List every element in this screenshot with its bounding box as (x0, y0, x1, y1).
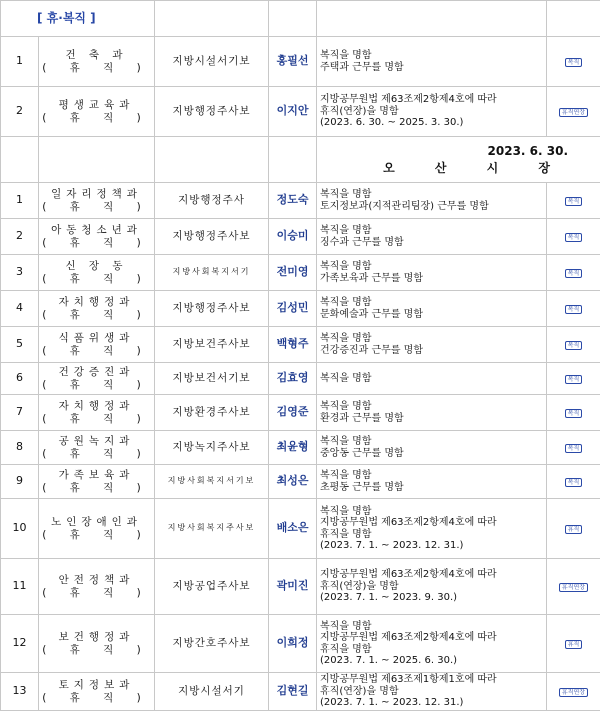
leave-status: ( 휴 직 ) (42, 586, 151, 599)
stamp-badge: 복직 (565, 341, 583, 350)
order-text (317, 183, 547, 219)
order-text (317, 363, 547, 395)
order-line: 지방공무원법 제63조제2항제4호에 따라 (320, 94, 497, 106)
leave-status: ( 휴 직 ) (42, 308, 151, 321)
person-name: 김영준 (269, 395, 317, 431)
grade-cell: 지방행정주사보 (155, 219, 269, 255)
order-text (317, 87, 547, 137)
table-row (1, 291, 600, 327)
department-cell (39, 499, 155, 559)
stamp-cell (547, 37, 600, 87)
leave-status: ( 휴 직 ) (42, 528, 151, 541)
department-cell (39, 255, 155, 291)
department-cell (39, 673, 155, 711)
stamp-cell (547, 499, 600, 559)
person-name: 이승미 (269, 219, 317, 255)
order-line: 지방공무원법 제63조제2항제4호에 따라 (320, 632, 497, 643)
department-name: 평생교육과 (58, 99, 135, 111)
department-name: 공원녹지과 (58, 435, 135, 447)
stamp-badge: 복직 (565, 233, 583, 242)
stamp-badge: 복직 (565, 269, 583, 278)
section-header-row (1, 1, 600, 37)
row-number: 2 (1, 87, 39, 137)
grade-cell: 지방사회복지서기보 (155, 465, 269, 499)
department-cell (39, 559, 155, 615)
department-name: 신 장 동 (65, 260, 128, 272)
order-text (317, 465, 547, 499)
department-cell (39, 395, 155, 431)
order-line: 문화예술과 근무를 명함 (320, 308, 423, 320)
order-line: 휴직(연장)을 명함 (320, 580, 399, 592)
table-row (1, 219, 600, 255)
leave-status: ( 휴 직 ) (42, 643, 151, 656)
stamp-badge: 복직 (565, 444, 583, 453)
table-row (1, 87, 600, 137)
order-text (317, 255, 547, 291)
stamp-cell (547, 465, 600, 499)
stamp-cell (547, 395, 600, 431)
stamp-badge: 휴직연장 (559, 583, 588, 592)
order-line: 휴직(연장)을 명함 (320, 685, 399, 697)
department-name: 자치행정과 (58, 400, 135, 412)
order-line: 복직을 명함 (320, 620, 372, 632)
leave-status: ( 휴 직 ) (42, 447, 151, 460)
stamp-cell (547, 87, 600, 137)
table-row (1, 559, 600, 615)
order-line: 징수과 근무를 명함 (320, 236, 404, 248)
stamp-cell (547, 219, 600, 255)
stamp-cell (547, 615, 600, 673)
grade-cell: 지방시설서기보 (155, 37, 269, 87)
person-name: 백형주 (269, 327, 317, 363)
grade-cell: 지방보건주사보 (155, 327, 269, 363)
person-name: 배소은 (269, 499, 317, 559)
department-name: 건 축 과 (65, 49, 128, 61)
person-name: 최윤형 (269, 431, 317, 465)
row-number: 1 (1, 37, 39, 87)
stamp-cell (547, 291, 600, 327)
row-number: 1 (1, 183, 39, 219)
row-number: 4 (1, 291, 39, 327)
grade-cell: 지방녹지주사보 (155, 431, 269, 465)
department-cell (39, 291, 155, 327)
department-name: 보건행정과 (58, 631, 135, 643)
person-name: 정도숙 (269, 183, 317, 219)
table-row (1, 327, 600, 363)
person-name: 최성은 (269, 465, 317, 499)
order-line: (2023. 7. 1. ~ 2023. 12. 31.) (320, 540, 464, 551)
person-name: 전미영 (269, 255, 317, 291)
person-name: 김성민 (269, 291, 317, 327)
grade-cell: 지방공업주사보 (155, 559, 269, 615)
grade-cell: 지방간호주사보 (155, 615, 269, 673)
department-cell (39, 183, 155, 219)
row-number: 13 (1, 673, 39, 711)
stamp-badge: 복직 (565, 197, 583, 206)
order-line: 중앙동 근무를 명함 (320, 447, 404, 459)
row-number: 6 (1, 363, 39, 395)
order-line: 복직을 명함 (320, 401, 372, 412)
order-line: 복직을 명함 (320, 333, 372, 344)
stamp-cell (547, 363, 600, 395)
order-line: 복직을 명함 (320, 297, 372, 308)
order-line: 토지정보과(지적관리팀장) 근무를 명함 (320, 200, 489, 212)
department-cell (39, 87, 155, 137)
row-number: 7 (1, 395, 39, 431)
grade-cell: 지방사회복지서기 (155, 255, 269, 291)
order-line: 지방공무원법 제63조제2항제4호에 따라 (320, 517, 497, 528)
department-name: 자치행정과 (58, 296, 135, 308)
table-row (1, 431, 600, 465)
stamp-cell (547, 559, 600, 615)
leave-status: ( 휴 직 ) (42, 378, 151, 391)
department-name: 식품위생과 (58, 332, 135, 344)
order-line: 지방공무원법 제63조제2항제4호에 따라 (320, 569, 497, 581)
leave-status: ( 휴 직 ) (42, 236, 151, 249)
order-text (317, 395, 547, 431)
signature-row (1, 137, 600, 183)
table-row (1, 673, 600, 711)
order-text (317, 615, 547, 673)
order-line: 휴직(연장)을 명함 (320, 105, 399, 117)
department-name: 아동청소년과 (51, 224, 142, 236)
order-line: 지방공무원법 제63조제1항제1호에 따라 (320, 674, 497, 686)
leave-status: ( 휴 직 ) (42, 691, 151, 704)
person-name: 이지안 (269, 87, 317, 137)
order-line: 복직을 명함 (320, 50, 372, 61)
row-number: 5 (1, 327, 39, 363)
person-name: 김현길 (269, 673, 317, 711)
stamp-badge: 휴직 (565, 640, 583, 649)
department-cell (39, 465, 155, 499)
stamp-cell (547, 255, 600, 291)
stamp-badge: 휴직연장 (559, 688, 588, 697)
order-line: 휴직을 명함 (320, 643, 372, 655)
stamp-badge: 휴직 (565, 525, 583, 534)
date-signature (317, 137, 600, 183)
order-line: 복직을 명함 (320, 372, 372, 384)
order-text (317, 37, 547, 87)
stamp-cell (547, 431, 600, 465)
stamp-badge: 복직 (565, 58, 583, 67)
stamp-badge: 복직 (565, 409, 583, 418)
department-cell (39, 615, 155, 673)
order-line: 휴직을 명함 (320, 528, 372, 540)
order-text (317, 219, 547, 255)
order-text (317, 499, 547, 559)
table-row (1, 37, 600, 87)
order-line: 주택과 근무를 명함 (320, 61, 404, 73)
row-number: 12 (1, 615, 39, 673)
order-line: 복직을 명함 (320, 470, 372, 481)
table-row (1, 363, 600, 395)
person-name: 이희정 (269, 615, 317, 673)
order-line: 복직을 명함 (320, 261, 372, 272)
department-name: 토지정보과 (58, 679, 135, 691)
order-line: (2023. 6. 30. ~ 2025. 3. 30.) (320, 117, 464, 129)
department-cell (39, 37, 155, 87)
row-number: 3 (1, 255, 39, 291)
order-text (317, 673, 547, 711)
department-cell (39, 363, 155, 395)
grade-cell: 지방행정주사보 (155, 291, 269, 327)
order-line: 환경과 근무를 명함 (320, 412, 404, 424)
stamp-badge: 휴직연장 (559, 108, 588, 117)
mayor-title: 오 산 시 장 (383, 160, 569, 175)
department-name: 노인장애인과 (51, 516, 142, 528)
order-line: 초평동 근무를 명함 (320, 481, 404, 493)
order-text (317, 559, 547, 615)
leave-status: ( 휴 직 ) (42, 200, 151, 213)
stamp-badge: 복직 (565, 478, 583, 487)
department-name: 안전정책과 (58, 574, 135, 586)
order-line: 복직을 명함 (320, 189, 372, 200)
department-cell (39, 327, 155, 363)
order-line: 복직을 명함 (320, 225, 372, 236)
grade-cell: 지방시설서기 (155, 673, 269, 711)
grade-cell: 지방사회복지주사보 (155, 499, 269, 559)
leave-status: ( 휴 직 ) (42, 344, 151, 357)
table-row (1, 395, 600, 431)
department-name: 건강증진과 (58, 366, 135, 378)
grade-cell: 지방보건서기보 (155, 363, 269, 395)
leave-status: ( 휴 직 ) (42, 412, 151, 425)
department-cell (39, 219, 155, 255)
order-text (317, 327, 547, 363)
grade-cell: 지방환경주사보 (155, 395, 269, 431)
section-title: [ 휴·복직 ] (1, 1, 155, 37)
leave-status: ( 휴 직 ) (42, 481, 151, 494)
grade-cell: 지방행정주사 (155, 183, 269, 219)
leave-status: ( 휴 직 ) (42, 61, 151, 74)
order-line: 복직을 명함 (320, 505, 372, 517)
person-name: 홍필선 (269, 37, 317, 87)
leave-status: ( 휴 직 ) (42, 272, 151, 285)
department-name: 일자리정책과 (51, 188, 142, 200)
stamp-badge: 복직 (565, 375, 583, 384)
row-number: 9 (1, 465, 39, 499)
order-line: 복직을 명함 (320, 436, 372, 447)
stamp-cell (547, 183, 600, 219)
row-number: 8 (1, 431, 39, 465)
table-row (1, 183, 600, 219)
row-number: 2 (1, 219, 39, 255)
table-row (1, 499, 600, 559)
issue-date: 2023. 6. 30. (487, 143, 569, 158)
department-name: 가족보육과 (58, 469, 135, 481)
order-text (317, 291, 547, 327)
order-line: (2023. 7. 1. ~ 2025. 6. 30.) (320, 655, 458, 666)
table-row (1, 255, 600, 291)
table-row (1, 615, 600, 673)
order-text (317, 431, 547, 465)
row-number: 11 (1, 559, 39, 615)
order-line: 건강증진과 근무를 명함 (320, 344, 423, 356)
person-name: 김효영 (269, 363, 317, 395)
table-row (1, 465, 600, 499)
order-line: 가족보육과 근무를 명함 (320, 272, 423, 284)
order-line: (2023. 7. 1. ~ 2023. 12. 31.) (320, 697, 464, 709)
department-cell (39, 431, 155, 465)
stamp-cell (547, 673, 600, 711)
order-line: (2023. 7. 1. ~ 2023. 9. 30.) (320, 592, 458, 604)
person-name: 곽미진 (269, 559, 317, 615)
stamp-badge: 복직 (565, 305, 583, 314)
row-number: 10 (1, 499, 39, 559)
stamp-cell (547, 327, 600, 363)
grade-cell: 지방행정주사보 (155, 87, 269, 137)
leave-status: ( 휴 직 ) (42, 111, 151, 124)
